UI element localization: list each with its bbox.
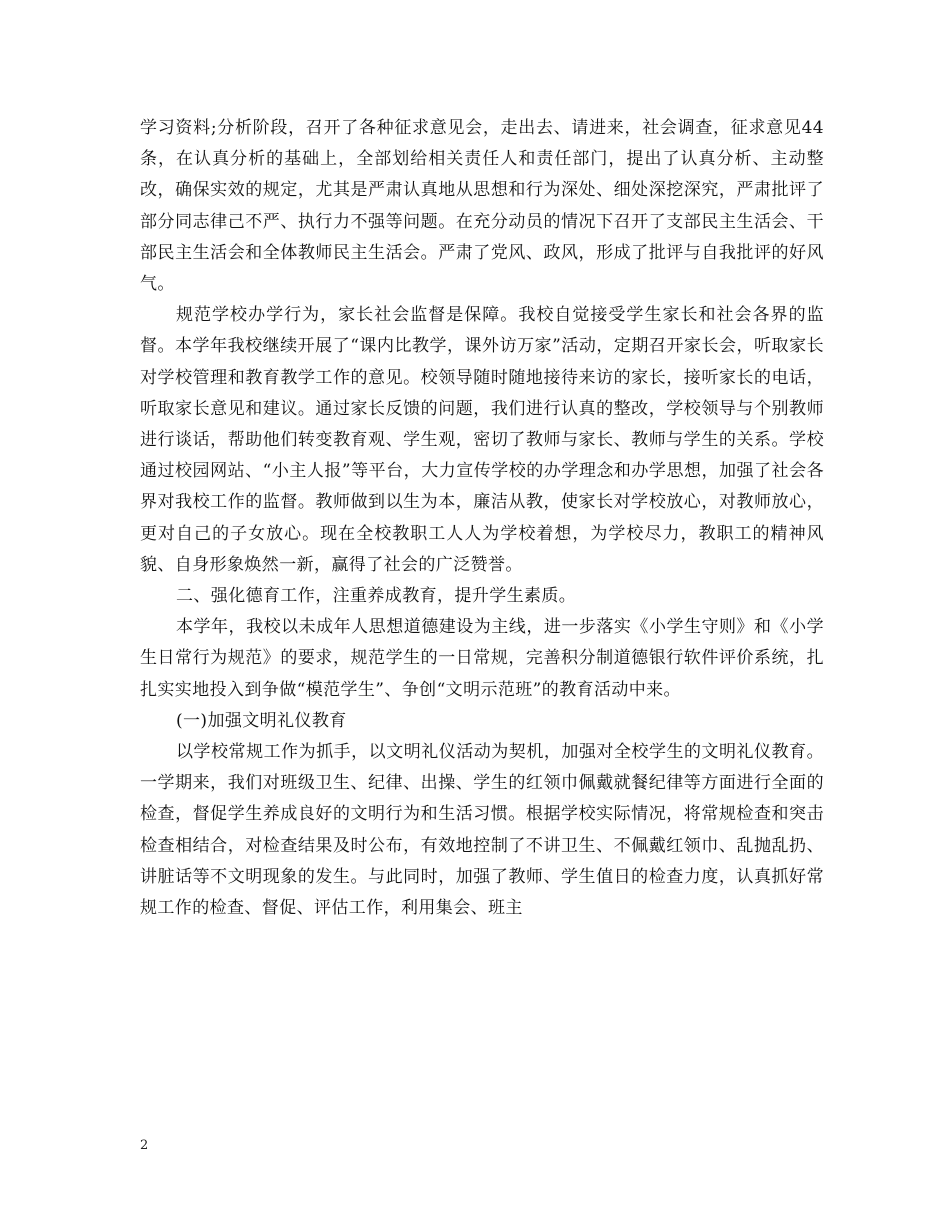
subsection-heading-etiquette: (一)加强文明礼仪教育 — [176, 710, 347, 731]
paragraph-parent-supervision: 规范学校办学行为，家长社会监督是保障。我校自觉接受学生家长和社会各界的监督。本学年我校继续开展了“课内比教学，课外访万家”活动，定期召开家长会，听取家长对学校管理和教育教学工作的意见。校领导随时随地接待来访的家长，接听家长的电话，听取家长意见和建议。通过家长反馈的问题，我们进行认真的整改，学校领导与个别教师进行谈话，帮助他们转变教育观、学生观，密切了教师与家长、教师与学生的关系。学校通过校园网站、“小主人报”等平台，大力宣传学校的办学理念和办学思想，加强了社会各界对我校工作的监督。教师做到以生为本，廉洁从教，使家长对学校放心，对教师放心，更对自己的子女放心。现在全校教职工人人为学校着想，为学校尽力，教职工的精神风貌、自身形象焕然一新，赢得了社会的广泛赞誉。 — [140, 305, 824, 575]
paragraph-continuation: 学习资料;分析阶段，召开了各种征求意见会，走出去、请进来，社会调查，征求意见44条，在认真分析的基础上，全部划给相关责任人和责任部门，提出了认真分析、主动整改，确保实效的规定，尤其是严肃认真地从思想和行为深处、细处深挖深究，严肃批评了部分同志律己不严、执行力不强等问题。在充分动员的情况下召开了支部民主生活会、干部民主生活会和全体教师民主生活会。严肃了党风、政风，形成了批评与自我批评的好风气。 — [140, 118, 824, 295]
paragraph-etiquette-education: 以学校常规工作为抓手，以文明礼仪活动为契机，加强对全校学生的文明礼仪教育。一学期来，我们对班级卫生、纪律、出操、学生的红领巾佩戴就餐纪律等方面进行全面的检查，督促学生养成良好的文明行为和生活习惯。根据学校实际情况，将常规检查和突击检查相结合，对检查结果及时公布，有效地控制了不讲卫生、不佩戴红领巾、乱抛乱扔、讲脏话等不文明现象的发生。与此同时，加强了教师、学生值日的检查力度，认真抓好常规工作的检查、督促、评估工作，利用集会、班主 — [140, 742, 824, 919]
document-page — [140, 113, 824, 924]
section-heading-moral-education: 二、强化德育工作，注重养成教育，提升学生素质。 — [176, 586, 577, 607]
page-number: 2 — [140, 1138, 149, 1153]
paragraph-moral-education-intro: 本学年，我校以未成年人思想道德建设为主线，进一步落实《小学生守则》和《小学生日常行为规范》的要求，规范学生的一日常规，完善积分制道德银行软件评价系统，扎扎实实地投入到争做“模范学生”、争创“文明示范班”的教育活动中来。 — [140, 617, 824, 700]
